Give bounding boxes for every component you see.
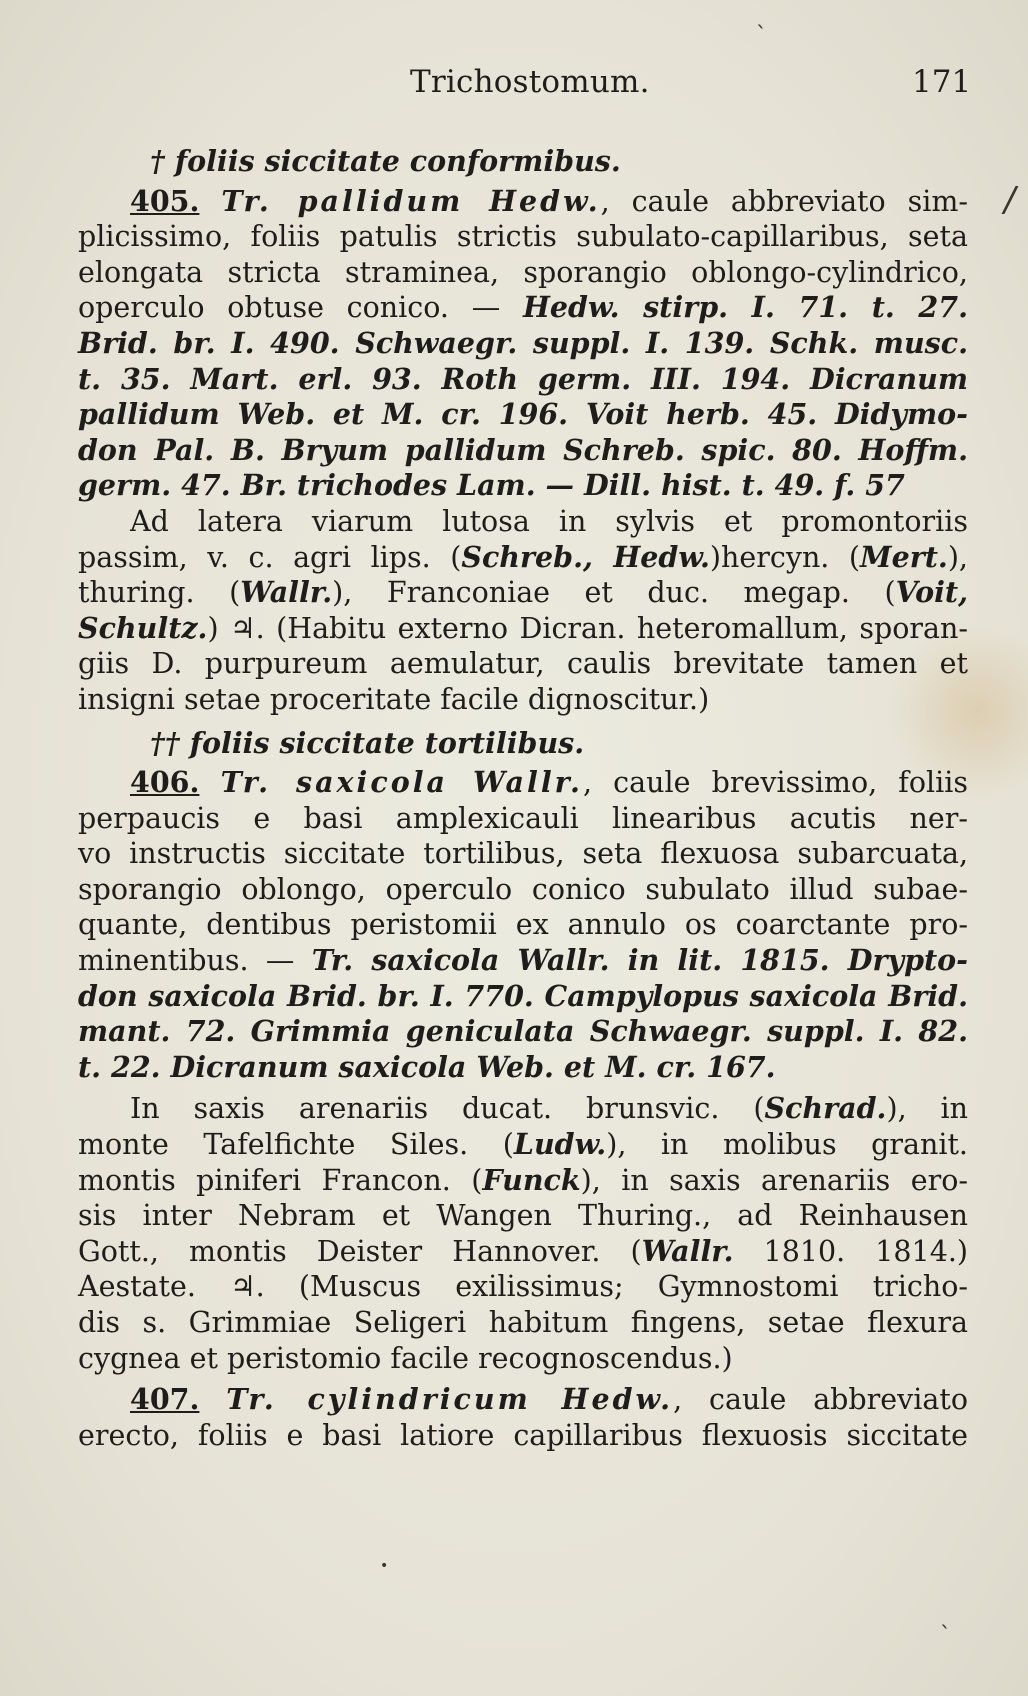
habitat-406-line-2: monte Tafelfichte Siles. (Ludw.), in molibus granit. — [78, 1127, 968, 1162]
entry-406-line-6: minentibus. — Tr. saxicola Wallr. in lit. 1815. Drypto- — [78, 943, 968, 978]
entry-405-line-2: plicissimo, foliis patulis strictis subulato-capillaribus, seta — [78, 220, 968, 254]
running-title: Trichostomum. — [410, 64, 650, 100]
species-name: Tr. cylindricum Hedw. — [226, 1382, 674, 1417]
entry-405-line-9: germ. 47. Br. trichodes Lam. — Dill. hist. t. 49. f. 57 — [78, 468, 905, 503]
entry-405-line-1: 405. Tr. pallidum Hedw., caule abbreviato sim- — [130, 183, 968, 218]
entry-405-line-5: Brid. br. I. 490. Schwaegr. suppl. I. 139. Schk. musc. — [78, 325, 968, 360]
habitat-405-line-4: Schultz.) ♃. (Habitu externo Dicran. heteromallum, sporan- — [78, 610, 968, 645]
page-header — [0, 64, 1028, 104]
habitat-405-line-1: Ad latera viarum lutosa in sylvis et promontoriis — [130, 504, 968, 538]
habitat-406-line-8: cygnea et peristomio facile recognoscendus.) — [78, 1341, 733, 1375]
entry-405-line-7: pallidum Web. et M. cr. 196. Voit herb. 45. Didymo- — [78, 397, 968, 432]
entry-406-line-4: sporangio oblongo, operculo conico subulato illud subae- — [78, 872, 968, 906]
entry-406-line-1: 406. Tr. saxicola Wallr., caule brevissimo, foliis — [130, 765, 968, 800]
habitat-405-line-3: thuring. (Wallr.), Franconiae et duc. megap. (Voit, — [78, 575, 968, 610]
habitat-406-line-6: Aestate. ♃. (Muscus exilissimus; Gymnostomi tricho- — [78, 1270, 968, 1304]
habitat-405-line-5: giis D. purpureum aemulatur, caulis brevitate tamen et — [78, 647, 968, 681]
entry-405-line-3: elongata stricta straminea, sporangio oblongo-cylindrico, — [78, 255, 968, 289]
ink-speck: • — [380, 1558, 389, 1574]
species-name: Tr. pallidum Hedw. — [221, 183, 601, 218]
entry-406-line-8: mant. 72. Grimmia geniculata Schwaegr. suppl. I. 82. — [78, 1014, 968, 1049]
entry-406-line-7: don saxicola Brid. br. I. 770. Campylopus saxicola Brid. — [78, 978, 968, 1013]
entry-405-line-8: don Pal. B. Bryum pallidum Schreb. spic. 80. Hoffm. — [78, 432, 968, 467]
margin-mark: / — [1004, 180, 1016, 220]
habitat-406-line-7: dis s. Grimmiae Seligeri habitum fingens, setae flexura — [78, 1306, 968, 1339]
habitat-406-line-5: Gott., montis Deister Hannover. (Wallr. 1810. 1814.) — [78, 1233, 969, 1268]
habitat-405-line-2: passim, v. c. agri lips. (Schreb., Hedw.)hercyn. (Mert.), — [78, 539, 968, 574]
habitat-406-line-3: montis piniferi Francon. (Funck), in saxis arenariis ero- — [78, 1162, 968, 1197]
entry-number: 405. — [130, 183, 200, 218]
ink-speck: ˎ — [756, 4, 767, 29]
entry-406-line-5: quante, dentibus peristomii ex annulo os coarctante pro- — [78, 908, 968, 942]
species-name: Tr. saxicola Wallr. — [220, 765, 583, 800]
entry-407-line-2: erecto, foliis e basi latiore capillaribus flexuosis siccitate — [78, 1418, 968, 1452]
entry-406-line-2: perpaucis e basi amplexicauli linearibus acutis ner- — [78, 801, 968, 835]
ink-speck: ˎ — [940, 1604, 951, 1629]
entry-number: 407. — [130, 1382, 200, 1417]
entry-406-line-9: t. 22. Dicranum saxicola Web. et M. cr. 167. — [78, 1049, 776, 1084]
page-number: 171 — [912, 64, 972, 100]
entry-number: 406. — [130, 765, 200, 800]
entry-405-line-6: t. 35. Mart. erl. 93. Roth germ. III. 194. Dicranum — [78, 361, 968, 396]
entry-407-line-1: 407. Tr. cylindricum Hedw., caule abbreviato — [130, 1382, 968, 1417]
habitat-405-line-6: insigni setae proceritate facile dignoscitur.) — [78, 682, 710, 716]
section-heading-tortilibus: †† foliis siccitate tortilibus. — [150, 725, 585, 760]
habitat-406-line-1: In saxis arenariis ducat. brunsvic. (Schrad.), in — [130, 1091, 968, 1126]
entry-405-line-4: operculo obtuse conico. — Hedw. stirp. I. 71. t. 27. — [78, 290, 968, 325]
section-heading-conformibus: † foliis siccitate conformibus. — [150, 144, 621, 178]
entry-406-line-3: vo instructis siccitate tortilibus, seta flexuosa subarcuata, — [78, 837, 968, 871]
habitat-406-line-4: sis inter Nebram et Wangen Thuring., ad Reinhausen — [78, 1199, 968, 1233]
main-text — [78, 142, 968, 1453]
